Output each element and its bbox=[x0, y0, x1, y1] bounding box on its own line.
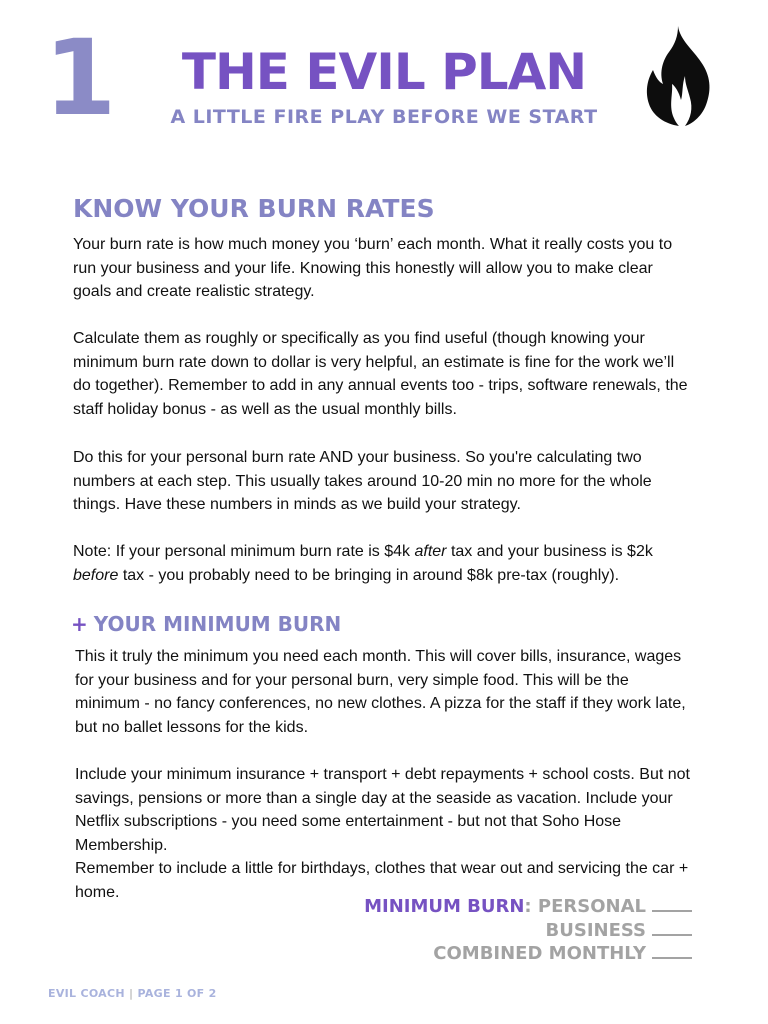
paragraph-minimum-includes: Include your minimum insurance + transport + debt repayments + school costs. But not savings, pensions or more than a single day at the seaside as vacation. Include your Netflix subscriptions - you need some entertainment - but not that Soho Hose Membership. bbox=[75, 766, 690, 854]
combined-blank-line[interactable] bbox=[652, 943, 692, 959]
paragraph-note bbox=[73, 540, 693, 587]
paragraph-minimum-definition: This it truly the minimum you need each month. This will cover bills, insurance, wages for your business and for your personal burn, very simple food. This will be the minimum - no fancy conferences, no new clothes. A pizza for the staff if they work late, but no ballet lessons for the kids. bbox=[75, 648, 686, 736]
paragraph-burn-rate-intro: Your burn rate is how much money you ‘burn’ each month. What it really costs you to run your business and your life. Knowing this honestly will allow you to make clear goals and create realistic strategy. bbox=[73, 236, 673, 300]
paragraph-personal-and-business: Do this for your personal burn rate AND your business. So you're calculating two numbers at each step. This usually takes around 10-20 min no more for the whole things. Have these numbers in minds as we build your strategy. bbox=[73, 449, 652, 513]
section-heading-burn-rates: KNOW YOUR BURN RATES bbox=[73, 194, 435, 223]
note-text-c: tax - you probably need to be bringing in around $8k pre-tax (roughly). bbox=[118, 566, 620, 584]
paragraph-minimum-reminder: Remember to include a little for birthdays, clothes that wear out and servicing the car + home. bbox=[75, 860, 689, 901]
business-label: BUSINESS bbox=[545, 920, 646, 941]
note-text-b: tax and your business is $2k bbox=[446, 543, 653, 560]
personal-label: PERSONAL bbox=[537, 896, 646, 917]
page-title: THE EVIL PLAN bbox=[181, 43, 587, 101]
fill-in-combined bbox=[433, 942, 692, 966]
minimum-burn-heading-text: YOUR MINIMUM BURN bbox=[93, 612, 342, 636]
business-blank-line[interactable] bbox=[652, 920, 692, 936]
flame-icon bbox=[645, 26, 711, 126]
note-emphasis-before: before bbox=[73, 566, 119, 584]
minimum-burn-colon: : bbox=[524, 896, 532, 917]
note-emphasis-after: after bbox=[414, 543, 447, 560]
minimum-burn-label: MINIMUM BURN bbox=[364, 896, 525, 917]
note-text-a: Note: If your personal minimum burn rate is $4k bbox=[73, 543, 415, 560]
footer-page: PAGE 1 OF 2 bbox=[137, 987, 217, 1000]
page-number: 1 bbox=[44, 17, 117, 139]
combined-label: COMBINED MONTHLY bbox=[433, 943, 646, 964]
plus-icon: + bbox=[71, 612, 88, 636]
footer-separator: | bbox=[129, 987, 134, 1000]
page-subtitle: A LITTLE FIRE PLAY BEFORE WE START bbox=[170, 106, 598, 128]
personal-blank-line[interactable] bbox=[652, 896, 692, 912]
section-heading-minimum-burn bbox=[71, 609, 341, 639]
paragraph-calculate: Calculate them as roughly or specifically as you find useful (though knowing your minimum burn rate down to dollar is very helpful, an estimate is fine for the work we’ll do together). Remember to add in any annual events too - trips, software renewals, the staff holiday bonus - as well as the usual monthly bills. bbox=[73, 330, 688, 418]
footer-brand: EVIL COACH bbox=[48, 987, 125, 1000]
fill-in-personal bbox=[364, 895, 692, 919]
page-footer bbox=[48, 986, 217, 1002]
fill-in-business bbox=[546, 919, 692, 943]
